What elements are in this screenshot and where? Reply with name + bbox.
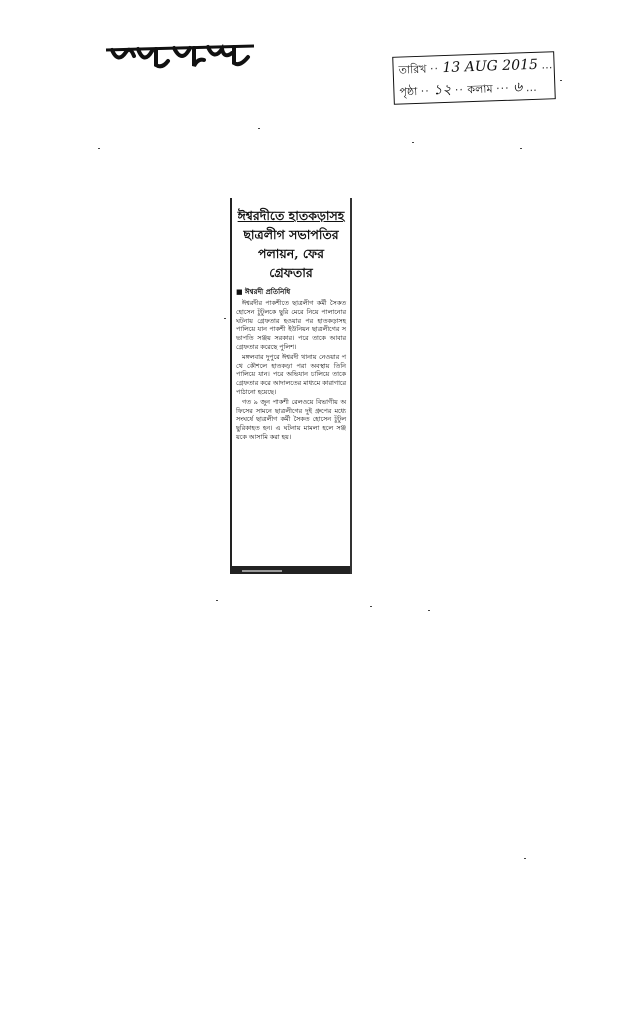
- scan-speck: [524, 858, 526, 859]
- scan-speck: [224, 318, 226, 319]
- stamp-column-value: ৬: [512, 79, 523, 96]
- news-clipping: [230, 198, 352, 574]
- scan-speck: [412, 142, 414, 143]
- scan-speck: [216, 600, 218, 601]
- scan-speck: [258, 128, 260, 129]
- article-paragraph: মঙ্গলবার দুপুরে ঈশ্বরদী থানায় নেওয়ার পথে কৌশলে হাতকড়া পরা অবস্থায় তিনি পালিয়ে যান। পরে অভিযান চালিয়ে তাকে গ্রেফতার করে আদালতের মাধ্যমে কারাগারে পাঠানো হয়েছে।: [236, 352, 346, 396]
- article-paragraph: ঈশ্বরদীর পাকশীতে ছাত্রলীগ কর্মী সৈকত হোসেন টুটুলকে ছুরি মেরে নিয়ে পালানোর ঘটনায় গ্রেফতার হওয়ার পর হাতকড়াসহ পালিয়ে যান পাকশী ইউনিয়ন ছাত্রলীগের সভাপতি সঞ্জয় সরকার। পরে তাকে আবার গ্রেফতার করেছে পুলিশ।: [236, 299, 346, 351]
- newspaper-masthead-logo: [104, 40, 256, 72]
- headline-line: ঈশ্বরদীতে হাতকড়াসহ: [237, 208, 345, 223]
- scan-speck: [98, 148, 100, 149]
- article-headline: [236, 206, 346, 282]
- headline-line: পলায়ন, ফের: [257, 246, 325, 261]
- article-body: [236, 299, 346, 442]
- stamp-page-label: পৃষ্ঠা: [399, 84, 418, 99]
- stamp-column-label: কলাম: [467, 82, 493, 97]
- stamp-page-row: পৃষ্ঠা ·· ১২ ·· কলাম ··· ৬ …: [399, 79, 538, 99]
- clipping-bottom-mark: [242, 570, 282, 572]
- article-paragraph: গত ৯ জুন পাকশী রেলওয়ে বিভাগীয় অফিসের সামনে ছাত্রলীগের দুই গ্রুপের মধ্যে সংঘর্ষে ছাত্রলীগ কর্মী সৈকত হোসেন টুটুল ছুরিকাহত হন। এ ঘটনায় মামলা হলে সঞ্জয়কে আসামি করা হয়।: [236, 397, 346, 441]
- stamp-date-row: তারিখ ·· 13 AUG 2015 …: [398, 56, 554, 77]
- stamp-page-value: ১২: [432, 81, 452, 99]
- article-byline: ■ ঈশ্বরদী প্রতিনিধি: [236, 288, 291, 296]
- headline-line: ছাত্রলীগ সভাপতির: [243, 227, 339, 242]
- clipping-date-stamp: [392, 51, 556, 105]
- svg-text:সমকাল: সমকাল: [178, 64, 182, 65]
- scan-speck: [370, 606, 372, 607]
- scan-speck: [560, 80, 562, 81]
- stamp-date-value: 13 AUG 2015: [442, 56, 539, 77]
- scan-speck: [428, 610, 430, 611]
- masthead-logo-graphic: [104, 40, 256, 72]
- headline-line: গ্রেফতার: [269, 265, 313, 280]
- stamp-date-label: তারিখ: [398, 62, 427, 77]
- scan-speck: [520, 148, 522, 149]
